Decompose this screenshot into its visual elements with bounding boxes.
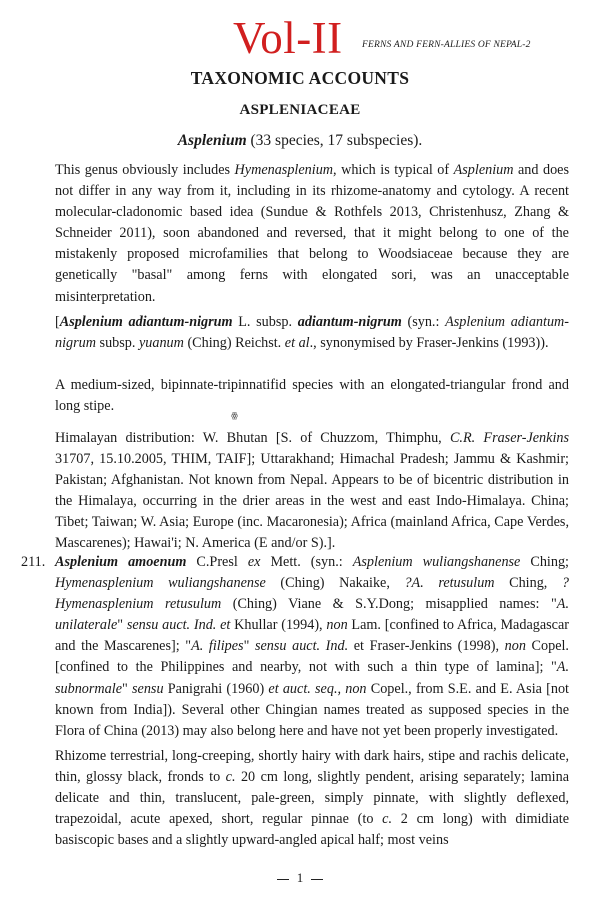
adiantum-description: A medium-sized, bipinnate-tripinnatifid species with an elongated-triangular frond and long stipe. xyxy=(55,377,569,415)
print-speck: ꙮ xyxy=(231,411,239,420)
distribution-paragraph: Himalayan distribution: W. Bhutan [S. of Chuzzom, Thimphu, C.R. Fraser-Jenkins 31707, 15.10.2005, THIM, TAIF]; Uttarakhand; Himachal Pradesh; Jammu & Kashmir; Pakistan; Afghanistan. Not known from Nepal. Appears to be of bicentric distribution in the Himalaya, occurring in the drier areas in the west and east Indo-Himalaya. China; Tibet; Taiwan; W. Asia; Europe (inc. Macaronesia); Africa (mainland Africa, Cape Verdes, Mascarenes); Hawai'i; N. America (E and/or S).]. xyxy=(55,430,569,552)
section-title: TAXONOMIC ACCOUNTS xyxy=(190,68,410,88)
series-title: FERNS AND FERN-ALLIES OF NEPAL-2 xyxy=(362,40,531,50)
page-header xyxy=(0,14,600,62)
family-heading: ASPLENIACEAE xyxy=(239,102,361,118)
species-number: 211. xyxy=(21,554,46,570)
page-number: 1 xyxy=(296,870,304,885)
page-footer xyxy=(0,870,600,886)
volume-label: Vol-II xyxy=(233,13,343,63)
intro-paragraph: This genus obviously includes Hymenasplenium, which is typical of Asplenium and does not differ in any way from it, including in its rhizome-anatomy and cytology. A recent molecular-cladonomic based idea (Sundue & Rothfels 2013, Christenhusz, Zhang & Schneider 2011), soon abandoned and reversed, that it might belong to one of the mistakenly proposed microfamilies that belong to Woodsiaceae because they are genetically "basal" among ferns with elongated sori, was an unacceptable misinterpretation. xyxy=(55,162,569,305)
rhizome-paragraph: Rhizome terrestrial, long-creeping, shortly hairy with dark hairs, stipe and rachis delicate, thin, glossy black, fronds to c. 20 cm long, slightly pendent, arising separately; lamina delicate and thin, translucent, pale-green, simply pinnate, with slightly deflexed, trapezoidal, acute apexed, short, regular pinnae (to c. 2 cm long) with dimidiate basiscopic bases and a slightly upward-angled apical half; most veins xyxy=(55,748,569,849)
footer-dash-left xyxy=(277,879,289,880)
adiantum-paragraph: [Asplenium adiantum-nigrum L. subsp. adiantum-nigrum (syn.: Asplenium adiantum-nigrum subsp. yuanum (Ching) Reichst. et al., synonymised by Fraser-Jenkins (1993)). xyxy=(55,314,570,352)
genus-name: Asplenium xyxy=(177,132,247,149)
genus-heading xyxy=(0,132,600,150)
species-211-paragraph: Asplenium amoenum C.Presl ex Mett. (syn.: Asplenium wuliangshanense Ching; Hymenasplenium wuliangshanense (Ching) Nakaike, ?A. retusulum Ching, ?Hymenasplenium retusulum (Ching) Viane & S.Y.Dong; misapplied names: "A. unilaterale" sensu auct. Ind. et Khullar (1994), non Lam. [confined to Africa, Madagascar and the Mascarenes]; "A. filipes" sensu auct. Ind. et Fraser-Jenkins (1998), non Copel. [confined to the Philippines and nearby, not with such a thin type of lamina]; "A. subnormale" sensu Panigrahi (1960) et auct. seq., non Copel., from S.E. and E. Asia [not known from India]). Several other Chingian names treated as supposed species in the Flora of China (2013) may also belong here and have not yet been properly investigated. xyxy=(55,554,570,739)
footer-dash-right xyxy=(311,879,323,880)
genus-note: (33 species, 17 subspecies). xyxy=(250,132,423,149)
